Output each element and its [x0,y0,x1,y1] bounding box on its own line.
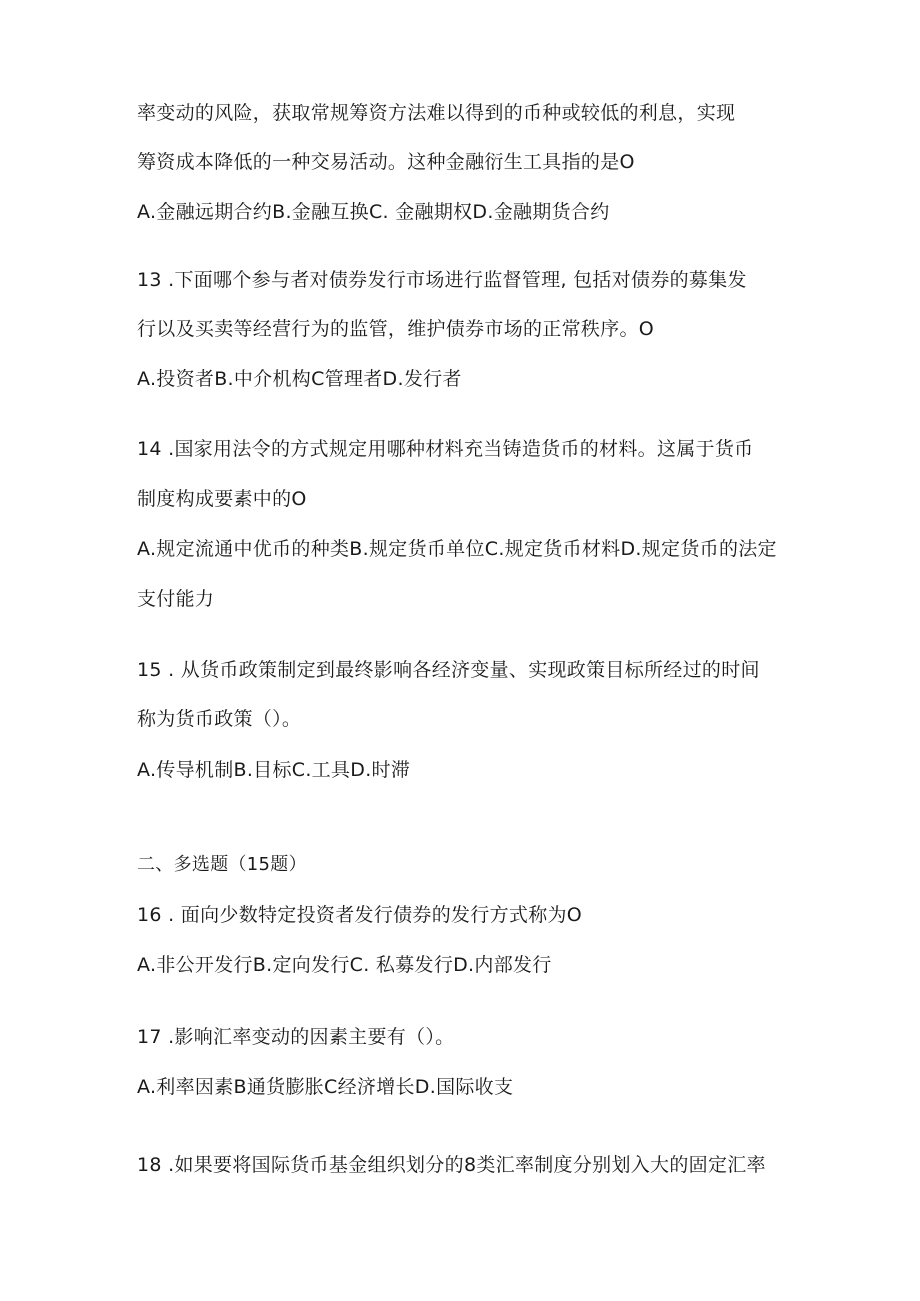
q15-stem-line-2: 称为货币政策（）。 [137,708,302,730]
q12-stem-line-2: 率变动的风险，获取常规筹资方法难以得到的币种或较低的利息，实现 [137,102,736,124]
q15-options: A.传导机制B.目标C.工具D.时滞 [137,759,411,781]
q12-options: A.金融远期合约B.金融互换C. 金融期权D.金融期货合约 [137,201,610,223]
q13-options: A.投资者B.中介机构C管理者D.发行者 [137,368,462,390]
q14-options-line-1: A.规定流通中优币的种类B.规定货币单位C.规定货币材料D.规定货币的法定 [137,538,777,560]
q13-stem-line-2: 行以及买卖等经营行为的监管，维护债券市场的正常秩序。O [137,318,655,340]
q14-stem-line-1: 14 .国家用法令的方式规定用哪种材料充当铸造货币的材料。这属于货币 [137,438,754,460]
q18-stem-line-1: 18 .如果要将国际货币基金组织划分的8类汇率制度分别划入大的固定汇率 [137,1154,766,1176]
q16-stem: 16 . 面向少数特定投资者发行债券的发行方式称为O [137,904,583,926]
q15-stem-line-1: 15 . 从货币政策制定到最终影响各经济变量、实现政策目标所经过的时间 [137,659,760,681]
q17-stem: 17 .影响汇率变动的因素主要有（）。 [137,1026,455,1048]
q17-options: A.利率因素B通货膨胀C经济增长D.国际收支 [137,1076,514,1098]
q14-stem-line-2: 制度构成要素中的O [137,488,307,510]
q13-stem-line-1: 13 .下面哪个参与者对债券发行市场进行监督管理, 包括对债券的募集发 [137,269,747,291]
q16-options: A.非公开发行B.定向发行C. 私募发行D.内部发行 [137,954,552,976]
section-heading: 二、多选题（15题） [137,854,307,875]
q12-stem-line-3: 筹资成本降低的一种交易活动。这种金融衍生工具指的是O [137,151,635,173]
q14-options-line-2: 支付能力 [137,588,215,610]
